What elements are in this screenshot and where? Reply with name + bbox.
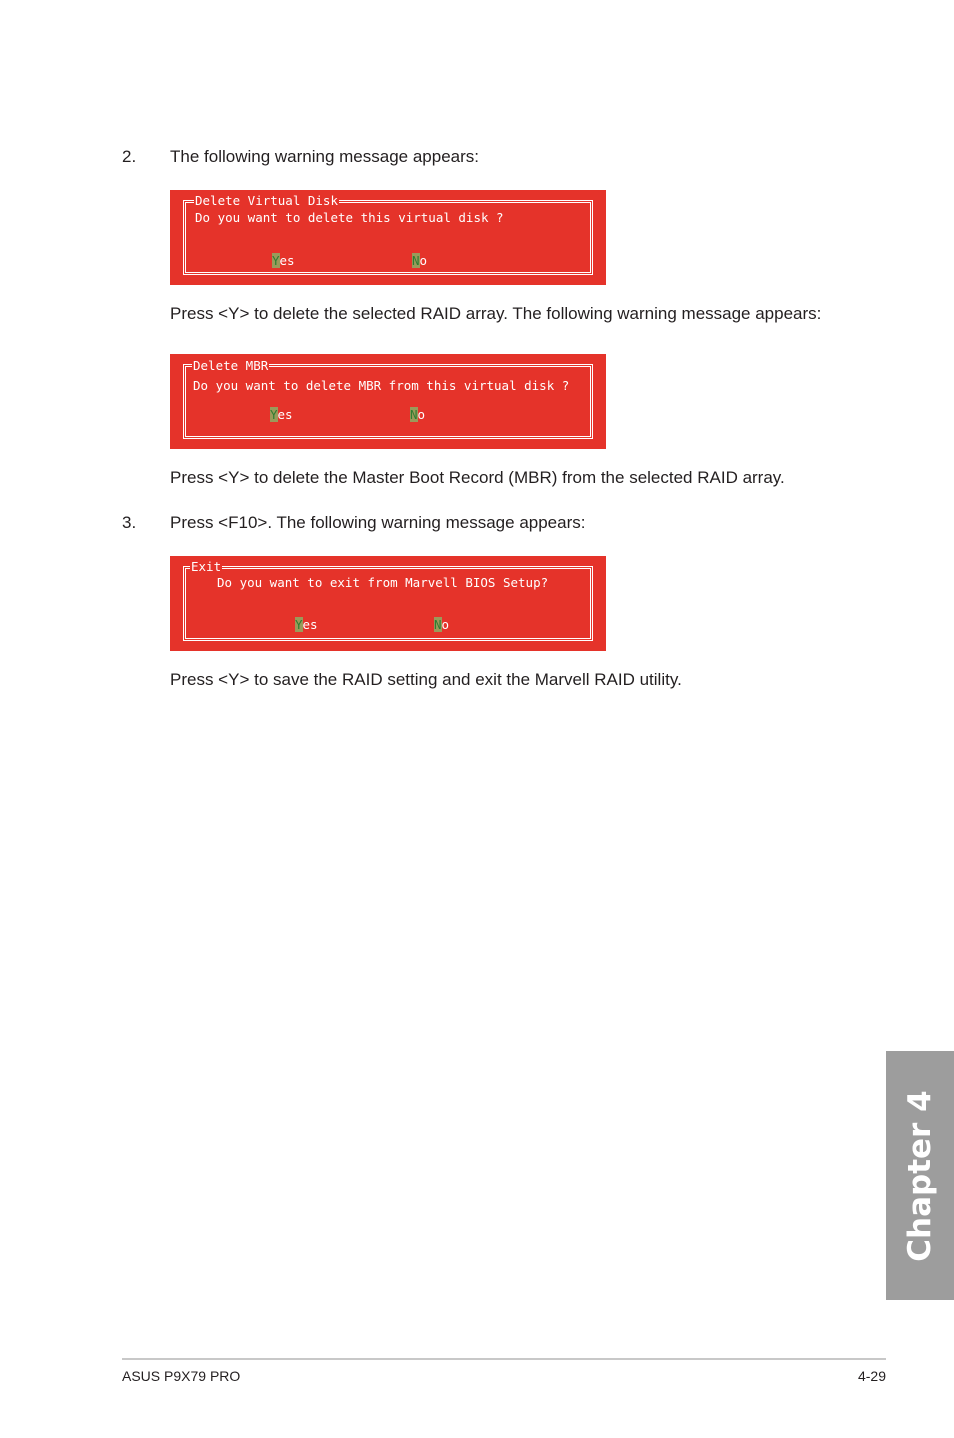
yes-option[interactable] [272,253,295,268]
no-option[interactable] [434,617,449,632]
no-label: o [441,617,450,632]
yes-hotkey: Y [272,253,280,268]
dialog-title: Delete Virtual Disk [195,193,338,208]
no-option[interactable] [412,253,427,268]
yes-label: es [277,407,293,422]
yes-option[interactable] [295,617,318,632]
yes-option[interactable] [270,407,293,422]
dialog-message: Do you want to delete MBR from this virtual disk ? [193,378,570,393]
delete-virtual-disk-dialog [170,190,606,285]
footer-divider [122,1358,886,1360]
description-text: Press <Y> to save the RAID setting and exit the Marvell RAID utility. [170,670,682,689]
no-option[interactable] [410,407,425,422]
dialog-message: Do you want to exit from Marvell BIOS Setup? [217,575,549,590]
yes-hotkey: Y [270,407,278,422]
step-number: 2. [122,147,137,166]
description-text: Press <Y> to delete the Master Boot Record (MBR) from the selected RAID array. [170,468,785,487]
yes-hotkey: Y [295,617,303,632]
yes-label: es [302,617,318,632]
no-label: o [417,407,426,422]
yes-label: es [279,253,295,268]
chapter-label: Chapter 4 [902,1089,938,1262]
footer-page-number: 4-29 [857,1368,886,1384]
dialog-frame [183,364,593,439]
delete-mbr-dialog [170,354,606,449]
dialog-title: Exit [191,559,222,574]
exit-dialog [170,556,606,651]
dialog-title: Delete MBR [193,358,269,373]
no-hotkey: N [434,617,442,632]
step-number: 3. [122,513,137,532]
step-text: Press <F10>. The following warning message appears: [170,513,586,532]
no-hotkey: N [410,407,418,422]
no-label: o [419,253,428,268]
step-text: The following warning message appears: [170,147,480,166]
description-text: Press <Y> to delete the selected RAID array. The following warning message appears: [170,304,822,323]
footer-product: ASUS P9X79 PRO [122,1368,241,1384]
no-hotkey: N [412,253,420,268]
chapter-tab [886,1051,954,1300]
dialog-message: Do you want to delete this virtual disk ? [195,210,504,225]
